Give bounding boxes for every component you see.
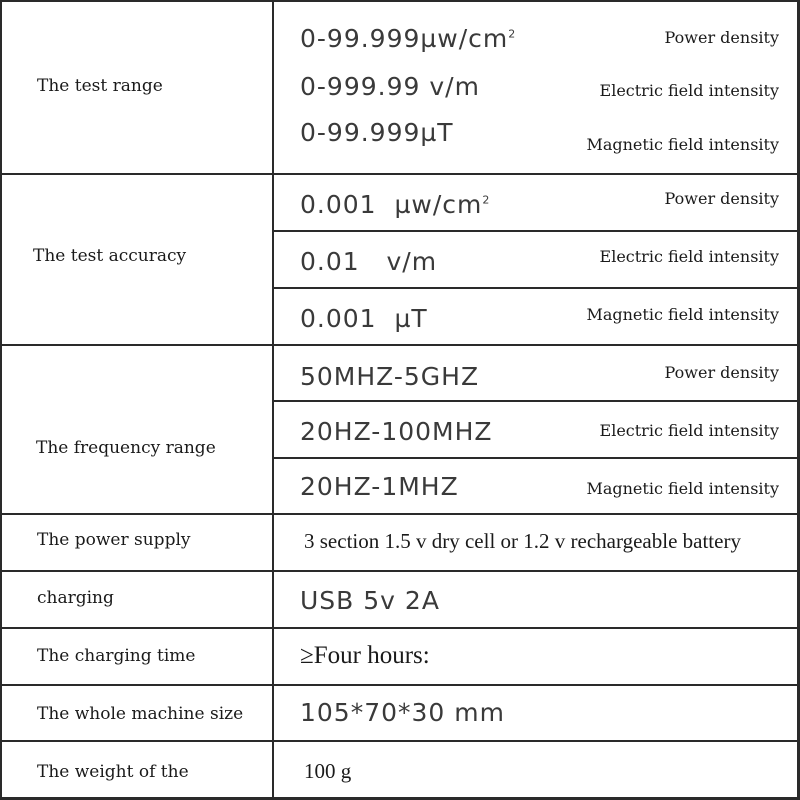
subrow-divider [273,287,798,289]
test-accuracy-magnetic-value: 0.001 µT [300,304,428,333]
table-border-top [0,0,800,2]
charging-time-label: The charging time [37,646,196,666]
charging-label: charging [37,588,114,608]
machine-size-label: The whole machine size [37,704,244,724]
test-range-power-value: $0-99.999\mu w/cm^2$ [300,24,517,53]
frequency-electric-value: 20HZ-100MHZ [300,417,493,446]
row-divider [0,627,800,629]
row-divider [0,344,800,346]
test-accuracy-power-kind: Power density [664,189,779,208]
row-divider [0,740,800,742]
frequency-power-value: 50MHZ-5GHZ [300,362,480,391]
machine-size-value: 105*70*30 mm [300,698,505,727]
charging-value: USB 5v 2A [300,586,440,615]
table-border-left [0,0,2,800]
frequency-electric-kind: Electric field intensity [599,421,779,440]
row-divider [0,173,800,175]
test-range-magnetic-kind: Magnetic field intensity [586,135,779,154]
test-range-electric-value: 0-999.99 v/m [300,72,480,101]
test-range-magnetic-value: 0-99.999µT [300,118,454,147]
test-accuracy-electric-kind: Electric field intensity [599,247,779,266]
test-range-electric-kind: Electric field intensity [599,81,779,100]
power-supply-value: 3 section 1.5 v dry cell or 1.2 v rechargeable battery [304,529,741,553]
power-supply-label: The power supply [37,530,191,550]
subrow-divider [273,457,798,459]
weight-label: The weight of the [37,762,189,782]
test-accuracy-power-value: 0.001 $\mu w/cm^2$ [300,190,491,219]
row-divider [0,513,800,515]
test-accuracy-electric-value: 0.01 v/m [300,247,438,276]
test-accuracy-magnetic-kind: Magnetic field intensity [586,305,779,324]
test-accuracy-label: The test accuracy [33,246,187,266]
test-range-power-kind: Power density [664,28,779,47]
frequency-range-label: The frequency range [36,438,216,458]
row-divider [0,684,800,686]
test-range-label: The test range [37,76,163,96]
row-divider [0,570,800,572]
subrow-divider [273,230,798,232]
frequency-magnetic-value: 20HZ-1MHZ [300,472,459,501]
weight-value: 100 g [304,759,352,783]
frequency-magnetic-kind: Magnetic field intensity [586,479,779,498]
frequency-power-kind: Power density [664,363,779,382]
charging-time-value: ≥Four hours: [300,642,430,669]
subrow-divider [273,400,798,402]
